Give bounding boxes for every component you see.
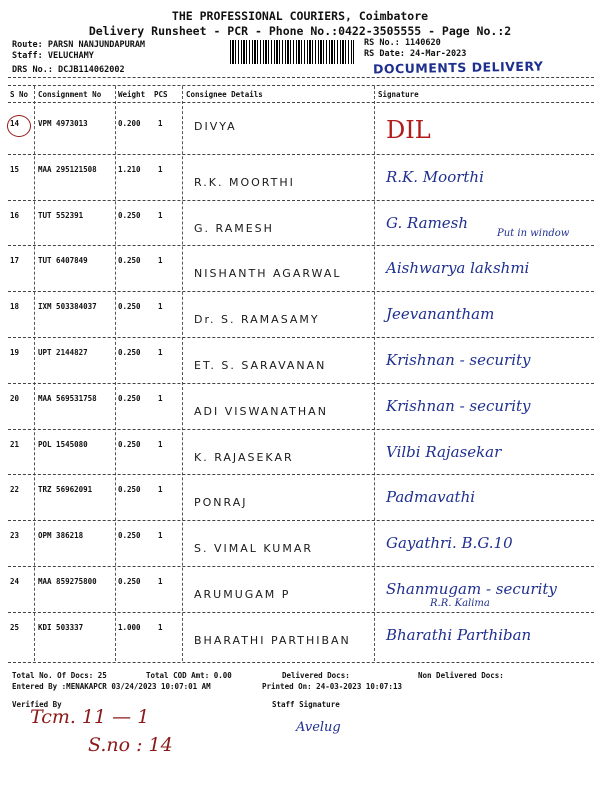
verified-note-1: Tcm. 11 — 1 xyxy=(30,706,150,728)
column-divider xyxy=(34,86,35,661)
row-weight: 0.250 xyxy=(118,211,141,220)
row-divider xyxy=(8,566,594,567)
row-weight: 0.250 xyxy=(118,440,141,449)
row-divider xyxy=(8,612,594,613)
rs-date: RS Date: 24-Mar-2023 xyxy=(364,49,467,59)
row-pcs: 1 xyxy=(158,577,163,586)
verified-by-label: Verified By xyxy=(12,700,62,709)
row-consignee: DIVYA xyxy=(194,120,237,133)
drs-number: DRS No.: DCJB114062002 xyxy=(12,65,125,75)
row-signature-note: R.R. Kalima xyxy=(430,598,490,609)
row-pcs: 1 xyxy=(158,440,163,449)
row-signature: Jeevanantham xyxy=(386,305,495,323)
row-consignee: Dr. S. RAMASAMY xyxy=(194,313,320,326)
row-divider xyxy=(8,520,594,521)
row-sno: 14 xyxy=(10,119,20,128)
row-consignment-no: VPM 4973013 xyxy=(38,119,88,128)
row-weight: 0.250 xyxy=(118,577,141,586)
row-consignee: S. VIMAL KUMAR xyxy=(194,542,314,555)
staff-signature: Avelug xyxy=(296,720,341,735)
verified-note-2: S.no : 14 xyxy=(88,734,173,756)
entered-by: Entered By :MENAKAPCR 03/24/2023 10:07:01 AM xyxy=(12,682,211,691)
col-sno: S No xyxy=(10,90,29,99)
row-weight: 0.250 xyxy=(118,531,141,540)
row-consignment-no: IXM 503384037 xyxy=(38,302,97,311)
rs-number: RS No.: 1140620 xyxy=(364,38,441,48)
row-signature: DIL xyxy=(386,116,431,144)
row-pcs: 1 xyxy=(158,394,163,403)
row-pcs: 1 xyxy=(158,623,163,632)
row-divider xyxy=(8,291,594,292)
company-title: THE PROFESSIONAL COURIERS, Coimbatore xyxy=(171,9,429,23)
row-consignee: ADI VISWANATHAN xyxy=(194,405,328,418)
row-sno: 16 xyxy=(10,211,20,220)
row-pcs: 1 xyxy=(158,348,163,357)
col-pcs: PCS xyxy=(154,90,168,99)
row-consignee: ARUMUGAM P xyxy=(194,588,291,601)
row-pcs: 1 xyxy=(158,256,163,265)
row-consignee: PONRAJ xyxy=(194,496,248,509)
row-signature: Shanmugam - security xyxy=(386,580,557,598)
row-signature: Vilbi Rajasekar xyxy=(386,443,502,461)
row-weight: 0.200 xyxy=(118,119,141,128)
row-consignee: G. RAMESH xyxy=(194,222,274,235)
row-consignment-no: POL 1545080 xyxy=(38,440,88,449)
barcode xyxy=(230,40,354,64)
row-consignee: BHARATHI PARTHIBAN xyxy=(194,634,351,647)
row-consignment-no: MAA 859275800 xyxy=(38,577,97,586)
row-weight: 0.250 xyxy=(118,485,141,494)
row-signature: Padmavathi xyxy=(386,488,476,506)
row-signature: Gayathri. B.G.10 xyxy=(386,534,513,552)
row-consignment-no: TRZ 56962091 xyxy=(38,485,93,494)
total-cod: Total COD Amt: 0.00 xyxy=(146,671,232,680)
row-consignee: R.K. MOORTHI xyxy=(194,176,295,189)
row-pcs: 1 xyxy=(158,485,163,494)
row-pcs: 1 xyxy=(158,531,163,540)
row-sno: 24 xyxy=(10,577,20,586)
row-divider xyxy=(8,429,594,430)
circle-mark xyxy=(7,115,31,137)
row-sno: 23 xyxy=(10,531,20,540)
row-divider xyxy=(8,200,594,201)
row-divider xyxy=(8,154,594,155)
row-consignment-no: TUT 6407849 xyxy=(38,256,88,265)
row-pcs: 1 xyxy=(158,119,163,128)
row-divider xyxy=(8,383,594,384)
row-sno: 22 xyxy=(10,485,20,494)
row-consignment-no: UPT 2144827 xyxy=(38,348,88,357)
col-consignee: Consignee Details xyxy=(186,90,263,99)
row-consignment-no: MAA 569531758 xyxy=(38,394,97,403)
row-divider xyxy=(8,245,594,246)
printed-on: Printed On: 24-03-2023 10:07:13 xyxy=(262,682,402,691)
row-weight: 0.250 xyxy=(118,348,141,357)
route-label: Route: PARSN NANJUNDAPURAM xyxy=(12,40,146,50)
row-pcs: 1 xyxy=(158,165,163,174)
row-consignee: K. RAJASEKAR xyxy=(194,451,294,464)
row-consignment-no: KDI 503337 xyxy=(38,623,84,632)
non-delivered-docs: Non Delivered Docs: xyxy=(418,671,504,680)
row-signature-note: Put in window xyxy=(497,228,570,239)
staff-label: Staff: VELUCHAMY xyxy=(12,51,94,61)
divider xyxy=(8,77,594,78)
row-weight: 0.250 xyxy=(118,302,141,311)
row-pcs: 1 xyxy=(158,302,163,311)
row-sno: 21 xyxy=(10,440,20,449)
row-sno: 25 xyxy=(10,623,20,632)
row-signature: Krishnan - security xyxy=(386,351,531,369)
total-docs: Total No. Of Docs: 25 xyxy=(12,671,107,680)
row-sno: 17 xyxy=(10,256,20,265)
row-pcs: 1 xyxy=(158,211,163,220)
column-divider xyxy=(182,86,183,661)
row-sno: 19 xyxy=(10,348,20,357)
column-divider xyxy=(374,86,375,661)
row-consignment-no: TUT 552391 xyxy=(38,211,84,220)
row-divider xyxy=(8,337,594,338)
row-signature: Aishwarya lakshmi xyxy=(386,259,530,277)
documents-delivery-stamp: DOCUMENTS DELIVERY xyxy=(372,58,544,77)
row-weight: 1.210 xyxy=(118,165,141,174)
divider xyxy=(8,662,594,663)
row-consignee: NISHANTH AGARWAL xyxy=(194,267,342,280)
row-consignment-no: OPM 386218 xyxy=(38,531,84,540)
row-consignment-no: MAA 295121508 xyxy=(38,165,97,174)
row-signature: G. Ramesh xyxy=(386,214,469,232)
row-signature: R.K. Moorthi xyxy=(386,168,484,186)
row-weight: 0.250 xyxy=(118,256,141,265)
row-sno: 20 xyxy=(10,394,20,403)
col-signature: Signature xyxy=(378,90,419,99)
row-sno: 15 xyxy=(10,165,20,174)
delivered-docs: Delivered Docs: xyxy=(282,671,350,680)
runsheet-subtitle: Delivery Runsheet - PCR - Phone No.:0422-3505555 - Page No.:2 xyxy=(88,24,512,38)
row-signature: Bharathi Parthiban xyxy=(386,626,532,644)
row-weight: 0.250 xyxy=(118,394,141,403)
col-consignment: Consignment No xyxy=(38,90,102,99)
column-divider xyxy=(115,86,116,661)
row-weight: 1.000 xyxy=(118,623,141,632)
row-consignee: ET. S. SARAVANAN xyxy=(194,359,327,372)
row-divider xyxy=(8,474,594,475)
divider xyxy=(8,85,594,86)
row-signature: Krishnan - security xyxy=(386,397,531,415)
row-sno: 18 xyxy=(10,302,20,311)
staff-signature-label: Staff Signature xyxy=(272,700,340,709)
col-weight: Weight xyxy=(118,90,146,99)
divider xyxy=(8,102,594,103)
